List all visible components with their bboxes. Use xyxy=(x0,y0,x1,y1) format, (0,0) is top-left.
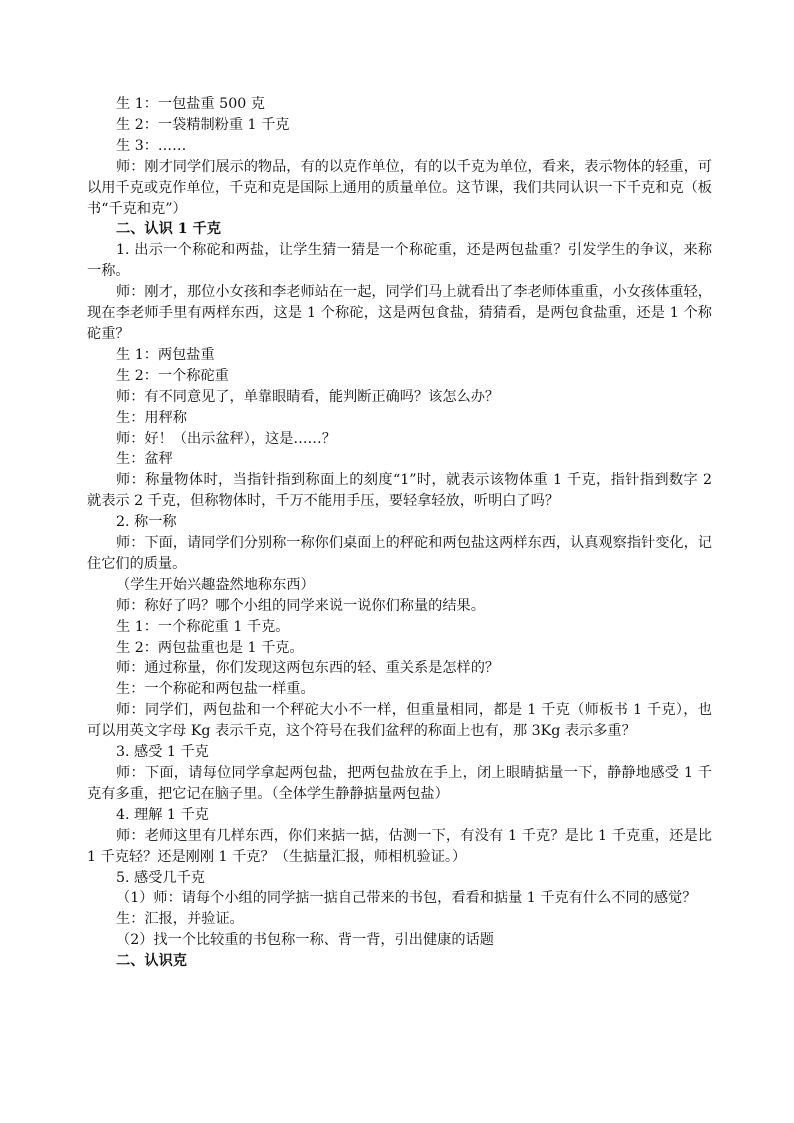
section-heading: 二、认识克 xyxy=(116,953,187,970)
paragraph: 生 1：一个称砣重 1 千克。 xyxy=(116,618,290,635)
paragraph: （2）找一个比较重的书包称一称、背一背，引出健康的话题 xyxy=(116,932,494,949)
paragraph: 师：称好了吗？哪个小组的同学来说一说你们称量的结果。 xyxy=(116,597,485,614)
paragraph: 5. 感受几千克 xyxy=(116,869,205,886)
paragraph: 生：盆秤 xyxy=(116,451,173,468)
paragraph: 师：有不同意见了，单靠眼睛看，能判断正确吗？该怎么办？ xyxy=(116,388,500,405)
paragraph: 4. 理解 1 千克 xyxy=(116,806,209,823)
paragraph: （1）师：请每个小组的同学掂一掂自己带来的书包，看看和掂量 1 千克有什么不同的感觉？ xyxy=(116,890,697,907)
paragraph: 师：通过称量，你们发现这两包东西的轻、重关系是怎样的？ xyxy=(116,660,500,677)
paragraph: 3. 感受 1 千克 xyxy=(116,744,209,761)
paragraph: 生 1：两包盐重 xyxy=(116,346,215,363)
paragraph: 生 2：一个称砣重 xyxy=(116,367,229,384)
paragraph: 1. 出示一个称砣和两盐，让学生猜一猜是一个称砣重，还是两包盐重？引发学生的争议，来称一称。 xyxy=(87,242,712,280)
paragraph: 师：刚才，那位小女孩和李老师站在一起，同学们马上就看出了李老师体重重，小女孩体重轻，现在李老师手里有两样东西，这是 1 个称砣，这是两包食盐，猜猜看，是两包食盐重，还是 1 个称砣重？ xyxy=(87,284,712,342)
paragraph: （学生开始兴趣盎然地称东西） xyxy=(116,576,315,593)
paragraph: 生 2：一袋精制粉重 1 千克 xyxy=(116,116,290,133)
paragraph: 师：称量物体时，当指针指到称面上的刻度“1”时，就表示该物体重 1 千克，指针指到数字 2 就表示 2 千克，但称物体时，千万不能用手压，要轻拿轻放，听明白了吗？ xyxy=(87,472,717,510)
paragraph: 2. 称一称 xyxy=(116,514,177,531)
paragraph: 师：下面，请同学们分别称一称你们桌面上的秤砣和两包盐这两样东西，认真观察指针变化，记住它们的质量。 xyxy=(87,535,712,572)
paragraph: 生 3：…… xyxy=(116,137,187,154)
paragraph: 生：一个称砣和两包盐一样重。 xyxy=(116,681,315,698)
paragraph: 师：下面，请每位同学拿起两包盐，把两包盐放在手上，闭上眼睛掂量一下，静静地感受 1 千克有多重，把它记在脑子里。（全体学生静静掂量两包盐） xyxy=(87,765,712,802)
document-page xyxy=(87,94,717,972)
paragraph: 师：老师这里有几样东西，你们来掂一掂，估测一下，有没有 1 千克？是比 1 千克重，还是比 1 千克轻？还是刚刚 1 千克？（生掂量汇报，师相机验证。） xyxy=(87,827,717,865)
paragraph: 师：好！（出示盆秤），这是……？ xyxy=(116,430,336,447)
section-heading: 二、认识 1 千克 xyxy=(116,221,221,238)
paragraph: 师：同学们，两包盐和一个秤砣大小不一样，但重量相同，都是 1 千克（师板书 1 千克），也可以用英文字母 Kg 表示千克，这个符号在我们盆秤的称面上也有，那 3Kg 表示多重？ xyxy=(87,702,712,740)
paragraph: 生 2：两包盐重也是 1 千克。 xyxy=(116,639,304,656)
paragraph: 生 1：一包盐重 500 克 xyxy=(116,96,265,112)
paragraph: 生：用秤称 xyxy=(116,409,187,426)
paragraph: 师：刚才同学们展示的物品，有的以克作单位，有的以千克为单位，看来，表示物体的轻重，可以用千克或克作单位，千克和克是国际上通用的质量单位。这节课，我们共同认识一下千克和克（板书“千克和克”） xyxy=(87,158,712,217)
paragraph: 生：汇报，并验证。 xyxy=(116,911,244,928)
